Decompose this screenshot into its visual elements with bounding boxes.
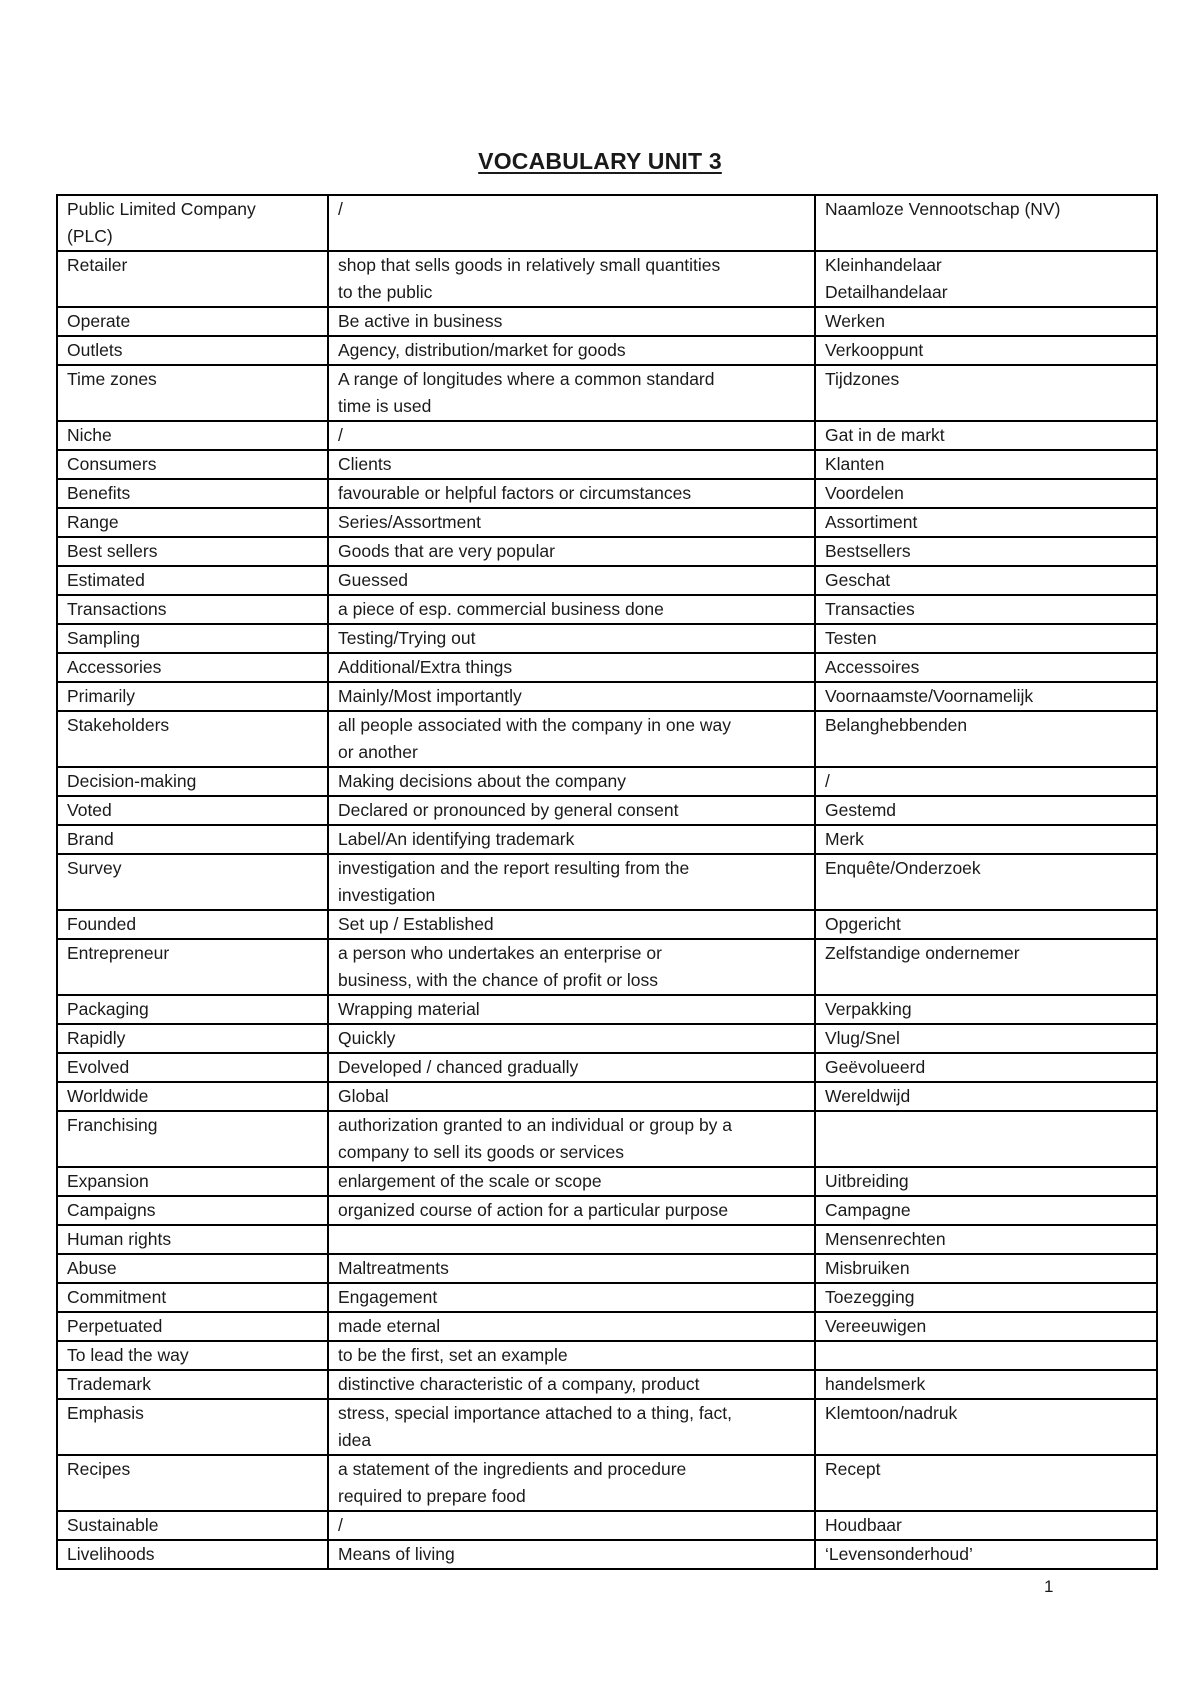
definition-cell: Making decisions about the company xyxy=(328,767,815,796)
table-row xyxy=(57,1455,1157,1511)
term-cell: Public Limited Company (PLC) xyxy=(57,195,328,251)
definition-cell: made eternal xyxy=(328,1312,815,1341)
table-row xyxy=(57,1053,1157,1082)
term-cell: Campaigns xyxy=(57,1196,328,1225)
definition-cell xyxy=(328,1225,815,1254)
table-row xyxy=(57,537,1157,566)
table-row xyxy=(57,251,1157,307)
table-row xyxy=(57,854,1157,910)
translation-cell: Geëvolueerd xyxy=(815,1053,1157,1082)
table-row xyxy=(57,1312,1157,1341)
table-row xyxy=(57,767,1157,796)
term-cell: Evolved xyxy=(57,1053,328,1082)
term-cell: Founded xyxy=(57,910,328,939)
term-cell: Niche xyxy=(57,421,328,450)
table-row xyxy=(57,336,1157,365)
translation-cell: Wereldwijd xyxy=(815,1082,1157,1111)
table-row xyxy=(57,1399,1157,1455)
definition-cell: Global xyxy=(328,1082,815,1111)
term-cell: Retailer xyxy=(57,251,328,307)
definition-cell: A range of longitudes where a common standard time is used xyxy=(328,365,815,421)
term-cell: Best sellers xyxy=(57,537,328,566)
translation-cell: handelsmerk xyxy=(815,1370,1157,1399)
term-cell: Decision-making xyxy=(57,767,328,796)
definition-cell: Quickly xyxy=(328,1024,815,1053)
term-cell: Stakeholders xyxy=(57,711,328,767)
definition-cell: authorization granted to an individual or group by a company to sell its goods or services xyxy=(328,1111,815,1167)
definition-cell: / xyxy=(328,1511,815,1540)
definition-cell: Means of living xyxy=(328,1540,815,1569)
translation-cell: Voornaamste/Voornamelijk xyxy=(815,682,1157,711)
term-cell: Range xyxy=(57,508,328,537)
term-cell: Brand xyxy=(57,825,328,854)
definition-cell: Wrapping material xyxy=(328,995,815,1024)
definition-cell: all people associated with the company in one way or another xyxy=(328,711,815,767)
table-row xyxy=(57,1111,1157,1167)
definition-cell: Be active in business xyxy=(328,307,815,336)
definition-cell: organized course of action for a particular purpose xyxy=(328,1196,815,1225)
definition-cell: Guessed xyxy=(328,566,815,595)
table-row xyxy=(57,624,1157,653)
table-row xyxy=(57,450,1157,479)
translation-cell: Naamloze Vennootschap (NV) xyxy=(815,195,1157,251)
definition-cell: Engagement xyxy=(328,1283,815,1312)
translation-cell: Accessoires xyxy=(815,653,1157,682)
table-row xyxy=(57,1511,1157,1540)
definition-cell: Testing/Trying out xyxy=(328,624,815,653)
translation-cell: Kleinhandelaar Detailhandelaar xyxy=(815,251,1157,307)
definition-cell: Developed / chanced gradually xyxy=(328,1053,815,1082)
translation-cell: Geschat xyxy=(815,566,1157,595)
term-cell: Time zones xyxy=(57,365,328,421)
table-row xyxy=(57,479,1157,508)
definition-cell: Label/An identifying trademark xyxy=(328,825,815,854)
table-row xyxy=(57,1254,1157,1283)
definition-cell: / xyxy=(328,195,815,251)
table-row xyxy=(57,1196,1157,1225)
translation-cell: Assortiment xyxy=(815,508,1157,537)
definition-cell: a piece of esp. commercial business done xyxy=(328,595,815,624)
translation-cell: Toezegging xyxy=(815,1283,1157,1312)
table-row xyxy=(57,1370,1157,1399)
term-cell: Livelihoods xyxy=(57,1540,328,1569)
translation-cell: Merk xyxy=(815,825,1157,854)
table-row xyxy=(57,825,1157,854)
term-cell: Expansion xyxy=(57,1167,328,1196)
translation-cell xyxy=(815,1341,1157,1370)
term-cell: Worldwide xyxy=(57,1082,328,1111)
translation-cell: Klemtoon/nadruk xyxy=(815,1399,1157,1455)
translation-cell: Vereeuwigen xyxy=(815,1312,1157,1341)
term-cell: Survey xyxy=(57,854,328,910)
term-cell: Voted xyxy=(57,796,328,825)
translation-cell: Bestsellers xyxy=(815,537,1157,566)
table-row xyxy=(57,195,1157,251)
page-title: VOCABULARY UNIT 3 xyxy=(478,148,722,174)
table-row xyxy=(57,1341,1157,1370)
definition-cell: Series/Assortment xyxy=(328,508,815,537)
term-cell: Commitment xyxy=(57,1283,328,1312)
translation-cell: Verkooppunt xyxy=(815,336,1157,365)
term-cell: Recipes xyxy=(57,1455,328,1511)
definition-cell: distinctive characteristic of a company, product xyxy=(328,1370,815,1399)
translation-cell: Gat in de markt xyxy=(815,421,1157,450)
table-row xyxy=(57,1167,1157,1196)
table-row xyxy=(57,1024,1157,1053)
table-row xyxy=(57,566,1157,595)
definition-cell: enlargement of the scale or scope xyxy=(328,1167,815,1196)
translation-cell: Mensenrechten xyxy=(815,1225,1157,1254)
translation-cell: Testen xyxy=(815,624,1157,653)
term-cell: Entrepreneur xyxy=(57,939,328,995)
term-cell: Rapidly xyxy=(57,1024,328,1053)
translation-cell: Tijdzones xyxy=(815,365,1157,421)
definition-cell: / xyxy=(328,421,815,450)
term-cell: Human rights xyxy=(57,1225,328,1254)
definition-cell: stress, special importance attached to a thing, fact, idea xyxy=(328,1399,815,1455)
definition-cell: Maltreatments xyxy=(328,1254,815,1283)
definition-cell: investigation and the report resulting from the investigation xyxy=(328,854,815,910)
translation-cell: Gestemd xyxy=(815,796,1157,825)
term-cell: Consumers xyxy=(57,450,328,479)
table-row xyxy=(57,711,1157,767)
table-row xyxy=(57,939,1157,995)
translation-cell: Opgericht xyxy=(815,910,1157,939)
table-row xyxy=(57,1540,1157,1569)
definition-cell: Additional/Extra things xyxy=(328,653,815,682)
term-cell: Estimated xyxy=(57,566,328,595)
translation-cell: Zelfstandige ondernemer xyxy=(815,939,1157,995)
definition-cell: Mainly/Most importantly xyxy=(328,682,815,711)
term-cell: Abuse xyxy=(57,1254,328,1283)
table-row xyxy=(57,1283,1157,1312)
term-cell: Packaging xyxy=(57,995,328,1024)
term-cell: Franchising xyxy=(57,1111,328,1167)
translation-cell: Campagne xyxy=(815,1196,1157,1225)
translation-cell: Belanghebbenden xyxy=(815,711,1157,767)
table-row xyxy=(57,682,1157,711)
term-cell: Operate xyxy=(57,307,328,336)
translation-cell: ‘Levensonderhoud’ xyxy=(815,1540,1157,1569)
term-cell: Perpetuated xyxy=(57,1312,328,1341)
translation-cell: Voordelen xyxy=(815,479,1157,508)
table-row xyxy=(57,365,1157,421)
definition-cell: Set up / Established xyxy=(328,910,815,939)
definition-cell: Declared or pronounced by general consent xyxy=(328,796,815,825)
definition-cell: Goods that are very popular xyxy=(328,537,815,566)
term-cell: Accessories xyxy=(57,653,328,682)
translation-cell: Werken xyxy=(815,307,1157,336)
table-row xyxy=(57,995,1157,1024)
page-number: 1 xyxy=(1044,1577,1054,1596)
translation-cell: Klanten xyxy=(815,450,1157,479)
definition-cell: favourable or helpful factors or circumstances xyxy=(328,479,815,508)
table-row xyxy=(57,421,1157,450)
term-cell: Benefits xyxy=(57,479,328,508)
table-row xyxy=(57,307,1157,336)
translation-cell: Enquête/Onderzoek xyxy=(815,854,1157,910)
definition-cell: to be the first, set an example xyxy=(328,1341,815,1370)
term-cell: Transactions xyxy=(57,595,328,624)
translation-cell xyxy=(815,1111,1157,1167)
translation-cell: Verpakking xyxy=(815,995,1157,1024)
translation-cell: Misbruiken xyxy=(815,1254,1157,1283)
term-cell: Primarily xyxy=(57,682,328,711)
term-cell: To lead the way xyxy=(57,1341,328,1370)
term-cell: Sustainable xyxy=(57,1511,328,1540)
term-cell: Emphasis xyxy=(57,1399,328,1455)
table-row xyxy=(57,595,1157,624)
translation-cell: Houdbaar xyxy=(815,1511,1157,1540)
definition-cell: Agency, distribution/market for goods xyxy=(328,336,815,365)
translation-cell: Uitbreiding xyxy=(815,1167,1157,1196)
translation-cell: Vlug/Snel xyxy=(815,1024,1157,1053)
translation-cell: / xyxy=(815,767,1157,796)
table-row xyxy=(57,1082,1157,1111)
table-row xyxy=(57,653,1157,682)
term-cell: Sampling xyxy=(57,624,328,653)
definition-cell: shop that sells goods in relatively small quantities to the public xyxy=(328,251,815,307)
term-cell: Outlets xyxy=(57,336,328,365)
table-row xyxy=(57,508,1157,537)
term-cell: Trademark xyxy=(57,1370,328,1399)
translation-cell: Transacties xyxy=(815,595,1157,624)
translation-cell: Recept xyxy=(815,1455,1157,1511)
table-row xyxy=(57,1225,1157,1254)
table-row xyxy=(57,796,1157,825)
vocabulary-table xyxy=(56,194,1158,1570)
definition-cell: a person who undertakes an enterprise or business, with the chance of profit or loss xyxy=(328,939,815,995)
definition-cell: Clients xyxy=(328,450,815,479)
vocabulary-table-body xyxy=(57,195,1157,1569)
table-row xyxy=(57,910,1157,939)
definition-cell: a statement of the ingredients and procedure required to prepare food xyxy=(328,1455,815,1511)
